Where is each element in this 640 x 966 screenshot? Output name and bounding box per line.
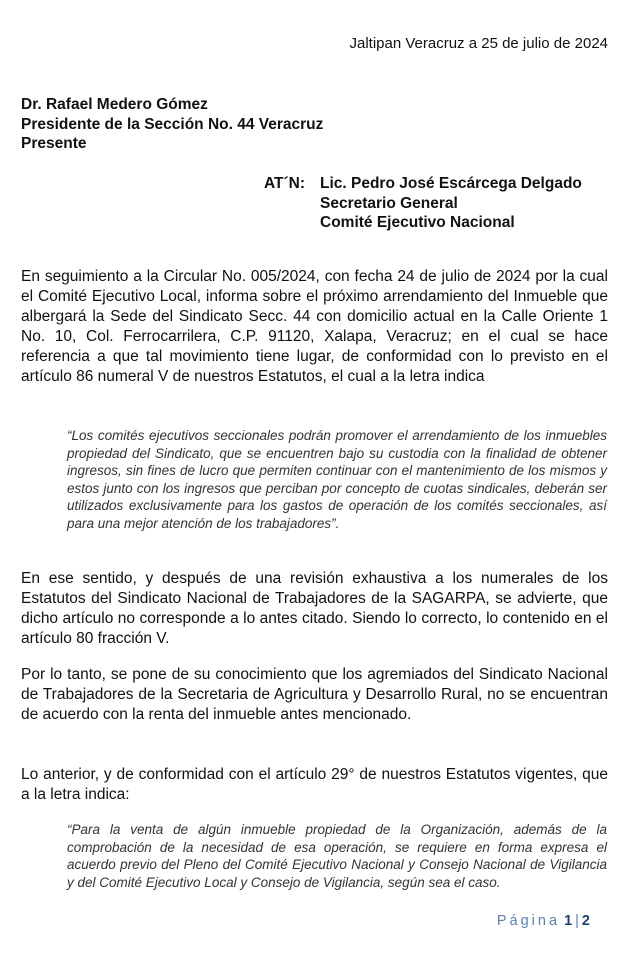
addressee-title: Presidente de la Sección No. 44 Veracruz (21, 115, 324, 133)
addressee-block (21, 95, 323, 154)
paragraph-article-29: Lo anterior, y de conformidad con el artículo 29° de nuestros Estatutos vigentes, que a la letra indica: (21, 766, 608, 803)
page-total: 2 (581, 913, 590, 929)
attention-label: AT´N: (264, 175, 306, 192)
addressee-presente: Presente (21, 135, 87, 152)
paragraph-circular-reference: En seguimiento a la Circular No. 005/2024, con fecha 24 de julio de 2024 por la cual el Comité Ejecutivo Local, informa sobre el próximo arrendamiento del Inmueble que albergará la Sede del Sindicato Secc. 44 con domicilio actual en la Calle Oriente 1 No. 10, Col. Ferrocarrilera, C.P. 91120, Xalapa, Veracruz; en el cual se hace referencia a que tal movimiento tiene lugar, de conformidad con lo previsto en el artículo 86 numeral V de nuestros Estatutos, el cual a la letra indica (21, 268, 608, 385)
quote-article-29: “Para la venta de algún inmueble propiedad de la Organización, además de la comprobación de la necesidad de esa operación, se requiere en forma expresa el acuerdo previo del Pleno del Comité Ejecutivo Nacional y Consejo Nacional de Vigilancia y del Comité Ejecutivo Local y Consejo de Vigilancia, según sea el caso. (67, 822, 607, 890)
page-label: Página (496, 913, 561, 929)
attention-title: Secretario General (320, 194, 458, 212)
page-number: 1 (564, 913, 573, 929)
addressee-name: Dr. Rafael Medero Gómez (21, 96, 208, 113)
page-separator: | (575, 913, 579, 929)
page-footer (497, 913, 590, 929)
paragraph-statute-review: En ese sentido, y después de una revisión exhaustiva a los numerales de los Estatutos del Sindicato Nacional de Trabajadores de la SAGARPA, se advierte, que dicho artículo no corresponde a lo antes citado. Siendo lo correcto, lo contenido en el artículo 80 fracción V. (21, 570, 608, 647)
attention-block (264, 174, 582, 233)
paragraph-disagreement: Por lo tanto, se pone de su conocimiento que los agremiados del Sindicato Nacional de Trabajadores de la Secretaria de Agricultura y Desarrollo Rural, no se encuentran de acuerdo con la renta del inmueble antes mencionado. (21, 666, 608, 723)
date-line: Jaltipan Veracruz a 25 de julio de 2024 (349, 35, 608, 52)
attention-name: Lic. Pedro José Escárcega Delgado (320, 175, 582, 192)
quote-article-86: “Los comités ejecutivos seccionales podrán promover el arrendamiento de los inmuebles propiedad del Sindicato, que se encuentren bajo su custodia con la finalidad de obtener ingresos, sin fines de lucro que permiten continuar con el mantenimiento de los mismos y estos junto con los ingresos que perciban por concepto de cuotas sindicales, deberán ser utilizados exclusivamente para los gastos de operación de los comités seccionales, así para una mejor atención de los trabajadores”. (67, 428, 607, 531)
attention-committee: Comité Ejecutivo Nacional (320, 214, 515, 231)
